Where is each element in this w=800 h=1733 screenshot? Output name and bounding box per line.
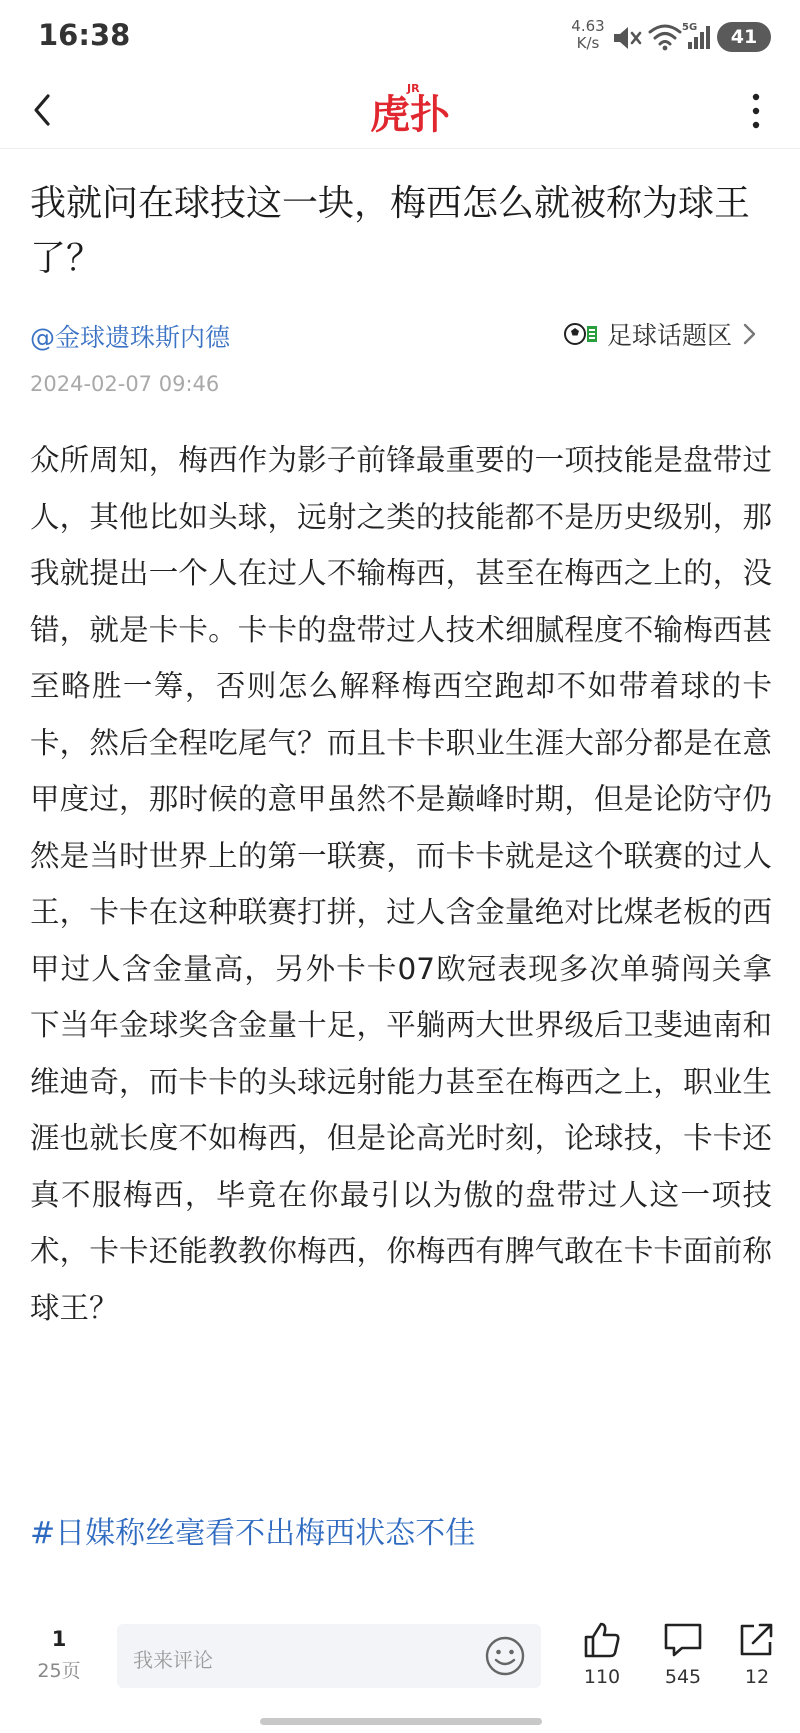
network-speed bbox=[566, 18, 610, 52]
like-count: 110 bbox=[583, 1666, 621, 1688]
wifi-icon bbox=[648, 22, 682, 52]
back-button[interactable] bbox=[22, 86, 66, 134]
bottom-action-bar bbox=[0, 1606, 800, 1696]
post-title: 我就问在球技这一块，梅西怎么就被称为球王了？ bbox=[30, 183, 751, 279]
thumbs-up-icon bbox=[581, 1620, 623, 1660]
status-time: 16:38 bbox=[38, 18, 131, 52]
forum-link[interactable] bbox=[563, 316, 758, 352]
more-options-icon[interactable] bbox=[744, 88, 768, 134]
emoji-icon[interactable] bbox=[483, 1634, 527, 1678]
current-page: 1 bbox=[51, 1627, 67, 1651]
mute-icon bbox=[610, 22, 642, 54]
logo-text: 虎扑 bbox=[370, 92, 450, 138]
network-type-label: 5G bbox=[682, 22, 698, 33]
comments-button[interactable] bbox=[647, 1620, 719, 1688]
home-indicator[interactable] bbox=[260, 1718, 542, 1725]
network-speed-value: 4.63 bbox=[571, 17, 605, 35]
like-button[interactable] bbox=[566, 1620, 638, 1688]
share-icon bbox=[736, 1620, 778, 1660]
signal-icon bbox=[682, 20, 714, 52]
comment-count: 545 bbox=[664, 1666, 702, 1688]
comment-bubble-icon bbox=[662, 1620, 704, 1660]
nav-bar bbox=[0, 72, 800, 149]
share-count: 12 bbox=[744, 1666, 770, 1688]
soccer-ball-icon bbox=[563, 320, 601, 348]
hupu-logo bbox=[368, 78, 450, 142]
page-indicator[interactable] bbox=[26, 1626, 92, 1686]
post-body: 众所周知，梅西作为影子前锋最重要的一项技能是盘带过人，其他比如头球，远射之类的技能都不是历史级别，那我就提出一个人在过人不输梅西，甚至在梅西之上的，没错，就是卡卡。卡卡的盘带过人技术细腻程度不输梅西甚至略胜一筹，否则怎么解释梅西空跑却不如带着球的卡卡，然后全程吃尾气？而且卡卡职业生涯大部分都是在意甲度过，那时候的意甲虽然不是巅峰时期，但是论防守仍然是当时世界上的第一联赛，而卡卡就是这个联赛的过人王，卡卡在这种联赛打拼，过人含金量绝对比煤老板的西甲过人含金量高，另外卡卡07欧冠表现多次单骑闯关拿下当年金球奖含金量十足，平躺两大世界级后卫斐迪南和维迪奇，而卡卡的头球远射能力甚至在梅西之上，职业生涯也就长度不如梅西，但是论高光时刻，论球技，卡卡还真不服梅西，毕竟在你最引以为傲的盘带过人这一项技术，卡卡还能教教你梅西，你梅西有脾气敢在卡卡面前称球王？ bbox=[30, 443, 772, 1325]
forum-label: 足球话题区 bbox=[607, 321, 733, 350]
author-link[interactable]: @金球遗珠斯内德 bbox=[30, 323, 231, 352]
topic-tag-link[interactable]: #日媒称丝毫看不出梅西状态不佳 bbox=[30, 1516, 476, 1551]
status-bar bbox=[0, 0, 800, 72]
share-button[interactable] bbox=[721, 1620, 793, 1688]
total-pages: 25页 bbox=[37, 1660, 81, 1682]
comment-input[interactable] bbox=[117, 1624, 541, 1688]
battery-indicator: 41 bbox=[717, 22, 771, 52]
chevron-right-icon bbox=[742, 321, 758, 347]
network-speed-unit: K/s bbox=[576, 34, 600, 52]
comment-placeholder: 我来评论 bbox=[133, 1648, 213, 1672]
logo-sup: JR bbox=[407, 82, 420, 95]
post-timestamp: 2024-02-07 09:46 bbox=[30, 372, 220, 396]
